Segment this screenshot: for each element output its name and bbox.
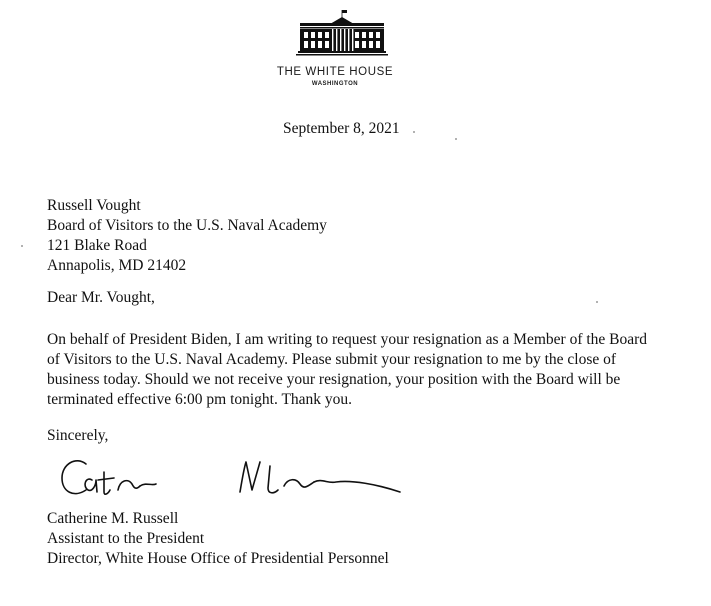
letterhead-city: WASHINGTON [311,81,359,87]
recipient-line: Russell Vought [47,197,141,214]
scan-speck [413,131,415,133]
scan-speck [596,301,598,303]
white-house-logo-icon [296,8,388,58]
letter-date: September 8, 2021 [283,120,400,137]
recipient-address [47,196,327,276]
recipient-line: Board of Visitors to the U.S. Naval Academy [47,217,327,234]
handwritten-signature [56,450,416,510]
signer-line: Catherine M. Russell [47,510,179,527]
scan-speck [455,138,457,140]
salutation: Dear Mr. Vought, [47,289,155,306]
recipient-line: Annapolis, MD 21402 [47,257,187,274]
body-line: On behalf of President Biden, I am writing to request your resignation as a Member of the Board [47,331,648,348]
signer-line: Director, White House Office of Presidential Personnel [47,550,389,567]
body-line: terminated effective 6:00 pm tonight. Thank you. [47,391,353,408]
signer-line: Assistant to the President [47,530,205,547]
signer-block [47,509,389,569]
body-line: business today. Should we not receive your resignation, your position with the Board will be [47,371,621,388]
letterhead-org-name: THE WHITE HOUSE [276,66,394,78]
body-line: of Visitors to the U.S. Naval Academy. Please submit your resignation to me by the close of [47,351,617,368]
scan-speck [21,245,23,247]
complimentary-closing: Sincerely, [47,427,109,444]
body-paragraph [47,330,647,410]
recipient-line: 121 Blake Road [47,237,147,254]
